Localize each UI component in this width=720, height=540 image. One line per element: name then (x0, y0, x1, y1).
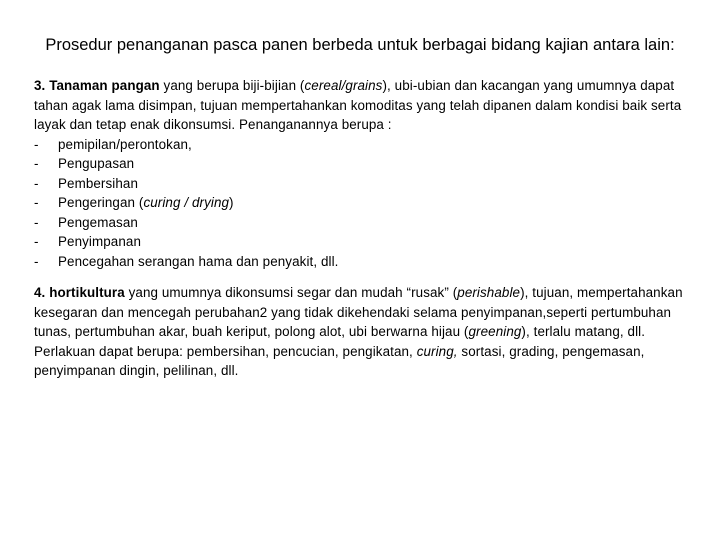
section-gap (34, 271, 694, 283)
section-4-heading: 4. hortikultura (34, 285, 125, 300)
section-3-heading: 3. Tanaman pangan (34, 78, 160, 93)
list-item: - Pengeringan (curing / drying) (34, 195, 234, 210)
list-item: - Pencegahan serangan hama dan penyakit, dll. (34, 253, 339, 269)
slide-body (34, 76, 694, 381)
handling-list (34, 135, 694, 272)
list-item: - Penyimpanan (34, 234, 141, 249)
list-item: - Pengemasan (34, 214, 138, 230)
list-item: - Pengupasan (34, 156, 135, 171)
slide-title: Prosedur penanganan pasca panen berbeda untuk berbagai bidang kajian antara lain: (45, 36, 675, 54)
list-item: - pemipilan/perontokan, (34, 136, 192, 152)
list-item: - Pembersihan (34, 175, 138, 191)
section-3-paragraph: 3. Tanaman pangan yang berupa biji-bijian (cereal/grains), ubi-ubian dan kacangan yang umumnya dapat tahan agak lama disimpan, tujuan mempertahankan komoditas yang telah dipanen dalam kondisi baik serta layak dan tetap enak dikonsumsi. Penanganannya berupa : (34, 78, 682, 132)
section-4-paragraph: 4. hortikultura yang umumnya dikonsumsi segar dan mudah “rusak” (perishable), tujuan, mempertahankan kesegaran dan mencegah perubahan2 yang tidak dikehendaki selama penyimpanan,seperti pertumbuhan tunas, pertumbuhan akar, buah keriput, polong alot, ubi berwarna hijau (greening), terlalu matang, dll. Perlakuan dapat berupa: pembersihan, pencucian, pengikatan, curing, sortasi, grading, pengemasan, penyimpanan dingin, pelilinan, dll. (34, 285, 683, 378)
